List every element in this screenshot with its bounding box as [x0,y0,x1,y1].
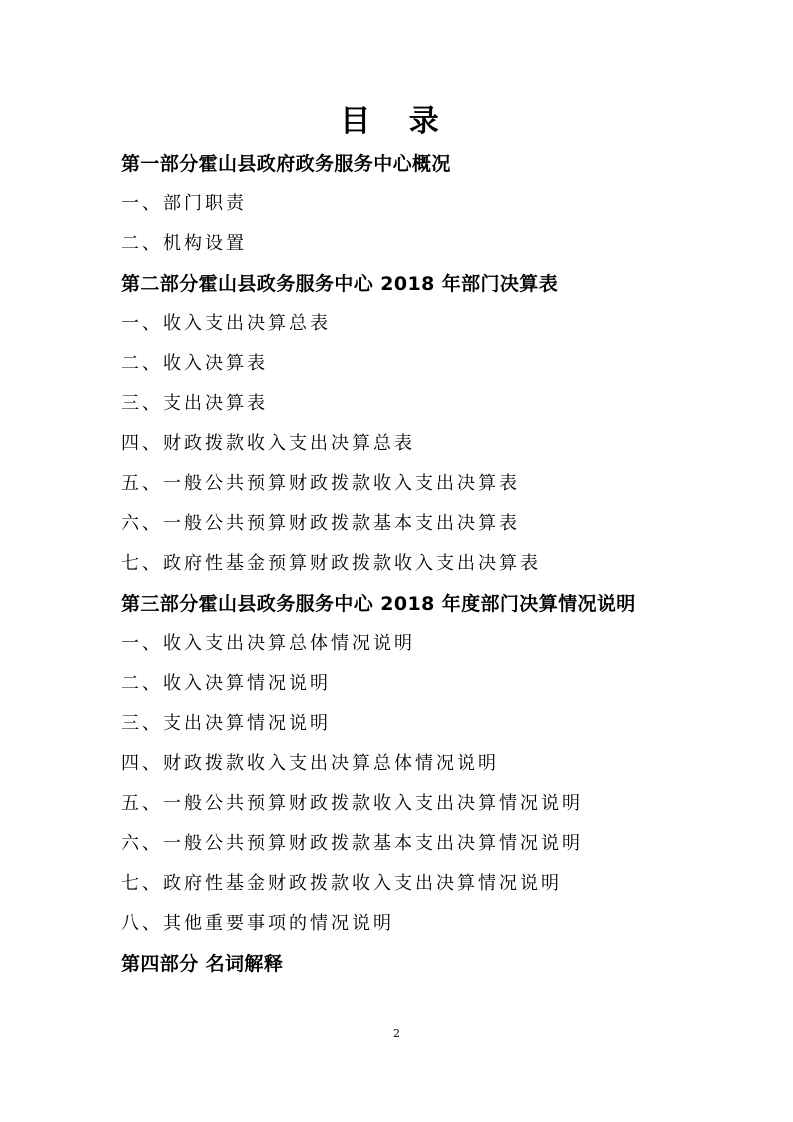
toc-item [121,782,741,822]
toc-item [121,702,741,742]
table-of-contents [121,142,741,982]
toc-item [121,342,741,382]
toc-part-2 [121,262,741,302]
toc-item-label: 三、支出决算情况说明 [121,713,331,734]
toc-item [121,822,741,862]
toc-item-label: 六、一般公共预算财政拨款基本支出决算表 [121,513,520,534]
toc-item-label: 一、收入支出决算总表 [121,313,331,334]
toc-item-label: 三、支出决算表 [121,393,268,414]
toc-title: 目 录 [340,104,453,139]
toc-item-label: 五、一般公共预算财政拨款收入支出决算表 [121,473,520,494]
toc-item-label: 七、政府性基金财政拨款收入支出决算情况说明 [121,873,562,894]
toc-item [121,742,741,782]
toc-item-label: 六、一般公共预算财政拨款基本支出决算情况说明 [121,833,583,854]
toc-item [121,382,741,422]
toc-item-label: 二、机构设置 [121,233,247,254]
toc-item [121,422,741,462]
toc-item-label: 一、收入支出决算总体情况说明 [121,633,415,654]
toc-part-4 [121,942,741,982]
toc-item-label: 七、政府性基金预算财政拨款收入支出决算表 [121,553,541,574]
toc-item-label: 四、财政拨款收入支出决算总表 [121,433,415,454]
toc-item [121,662,741,702]
toc-item [121,462,741,502]
toc-item [121,622,741,662]
toc-part-3 [121,582,741,622]
page-number: 2 [393,1027,400,1040]
toc-item-label: 二、收入决算情况说明 [121,673,331,694]
toc-item [121,182,741,222]
toc-item-label: 八、其他重要事项的情况说明 [121,913,394,934]
toc-item-label: 一、部门职责 [121,193,247,214]
toc-item [121,902,741,942]
toc-part-label: 第三部分霍山县政务服务中心 2018 年度部门决算情况说明 [121,592,636,615]
toc-part-1 [121,142,741,182]
toc-item [121,502,741,542]
toc-item-label: 五、一般公共预算财政拨款收入支出决算情况说明 [121,793,583,814]
toc-item [121,542,741,582]
toc-item [121,302,741,342]
toc-item [121,222,741,262]
toc-part-label: 第四部分 名词解释 [121,952,284,975]
toc-item [121,862,741,902]
toc-part-label: 第二部分霍山县政务服务中心 2018 年部门决算表 [121,272,559,295]
toc-item-label: 二、收入决算表 [121,353,268,374]
toc-item-label: 四、财政拨款收入支出决算总体情况说明 [121,753,499,774]
toc-part-label: 第一部分霍山县政府政务服务中心概况 [121,152,451,175]
